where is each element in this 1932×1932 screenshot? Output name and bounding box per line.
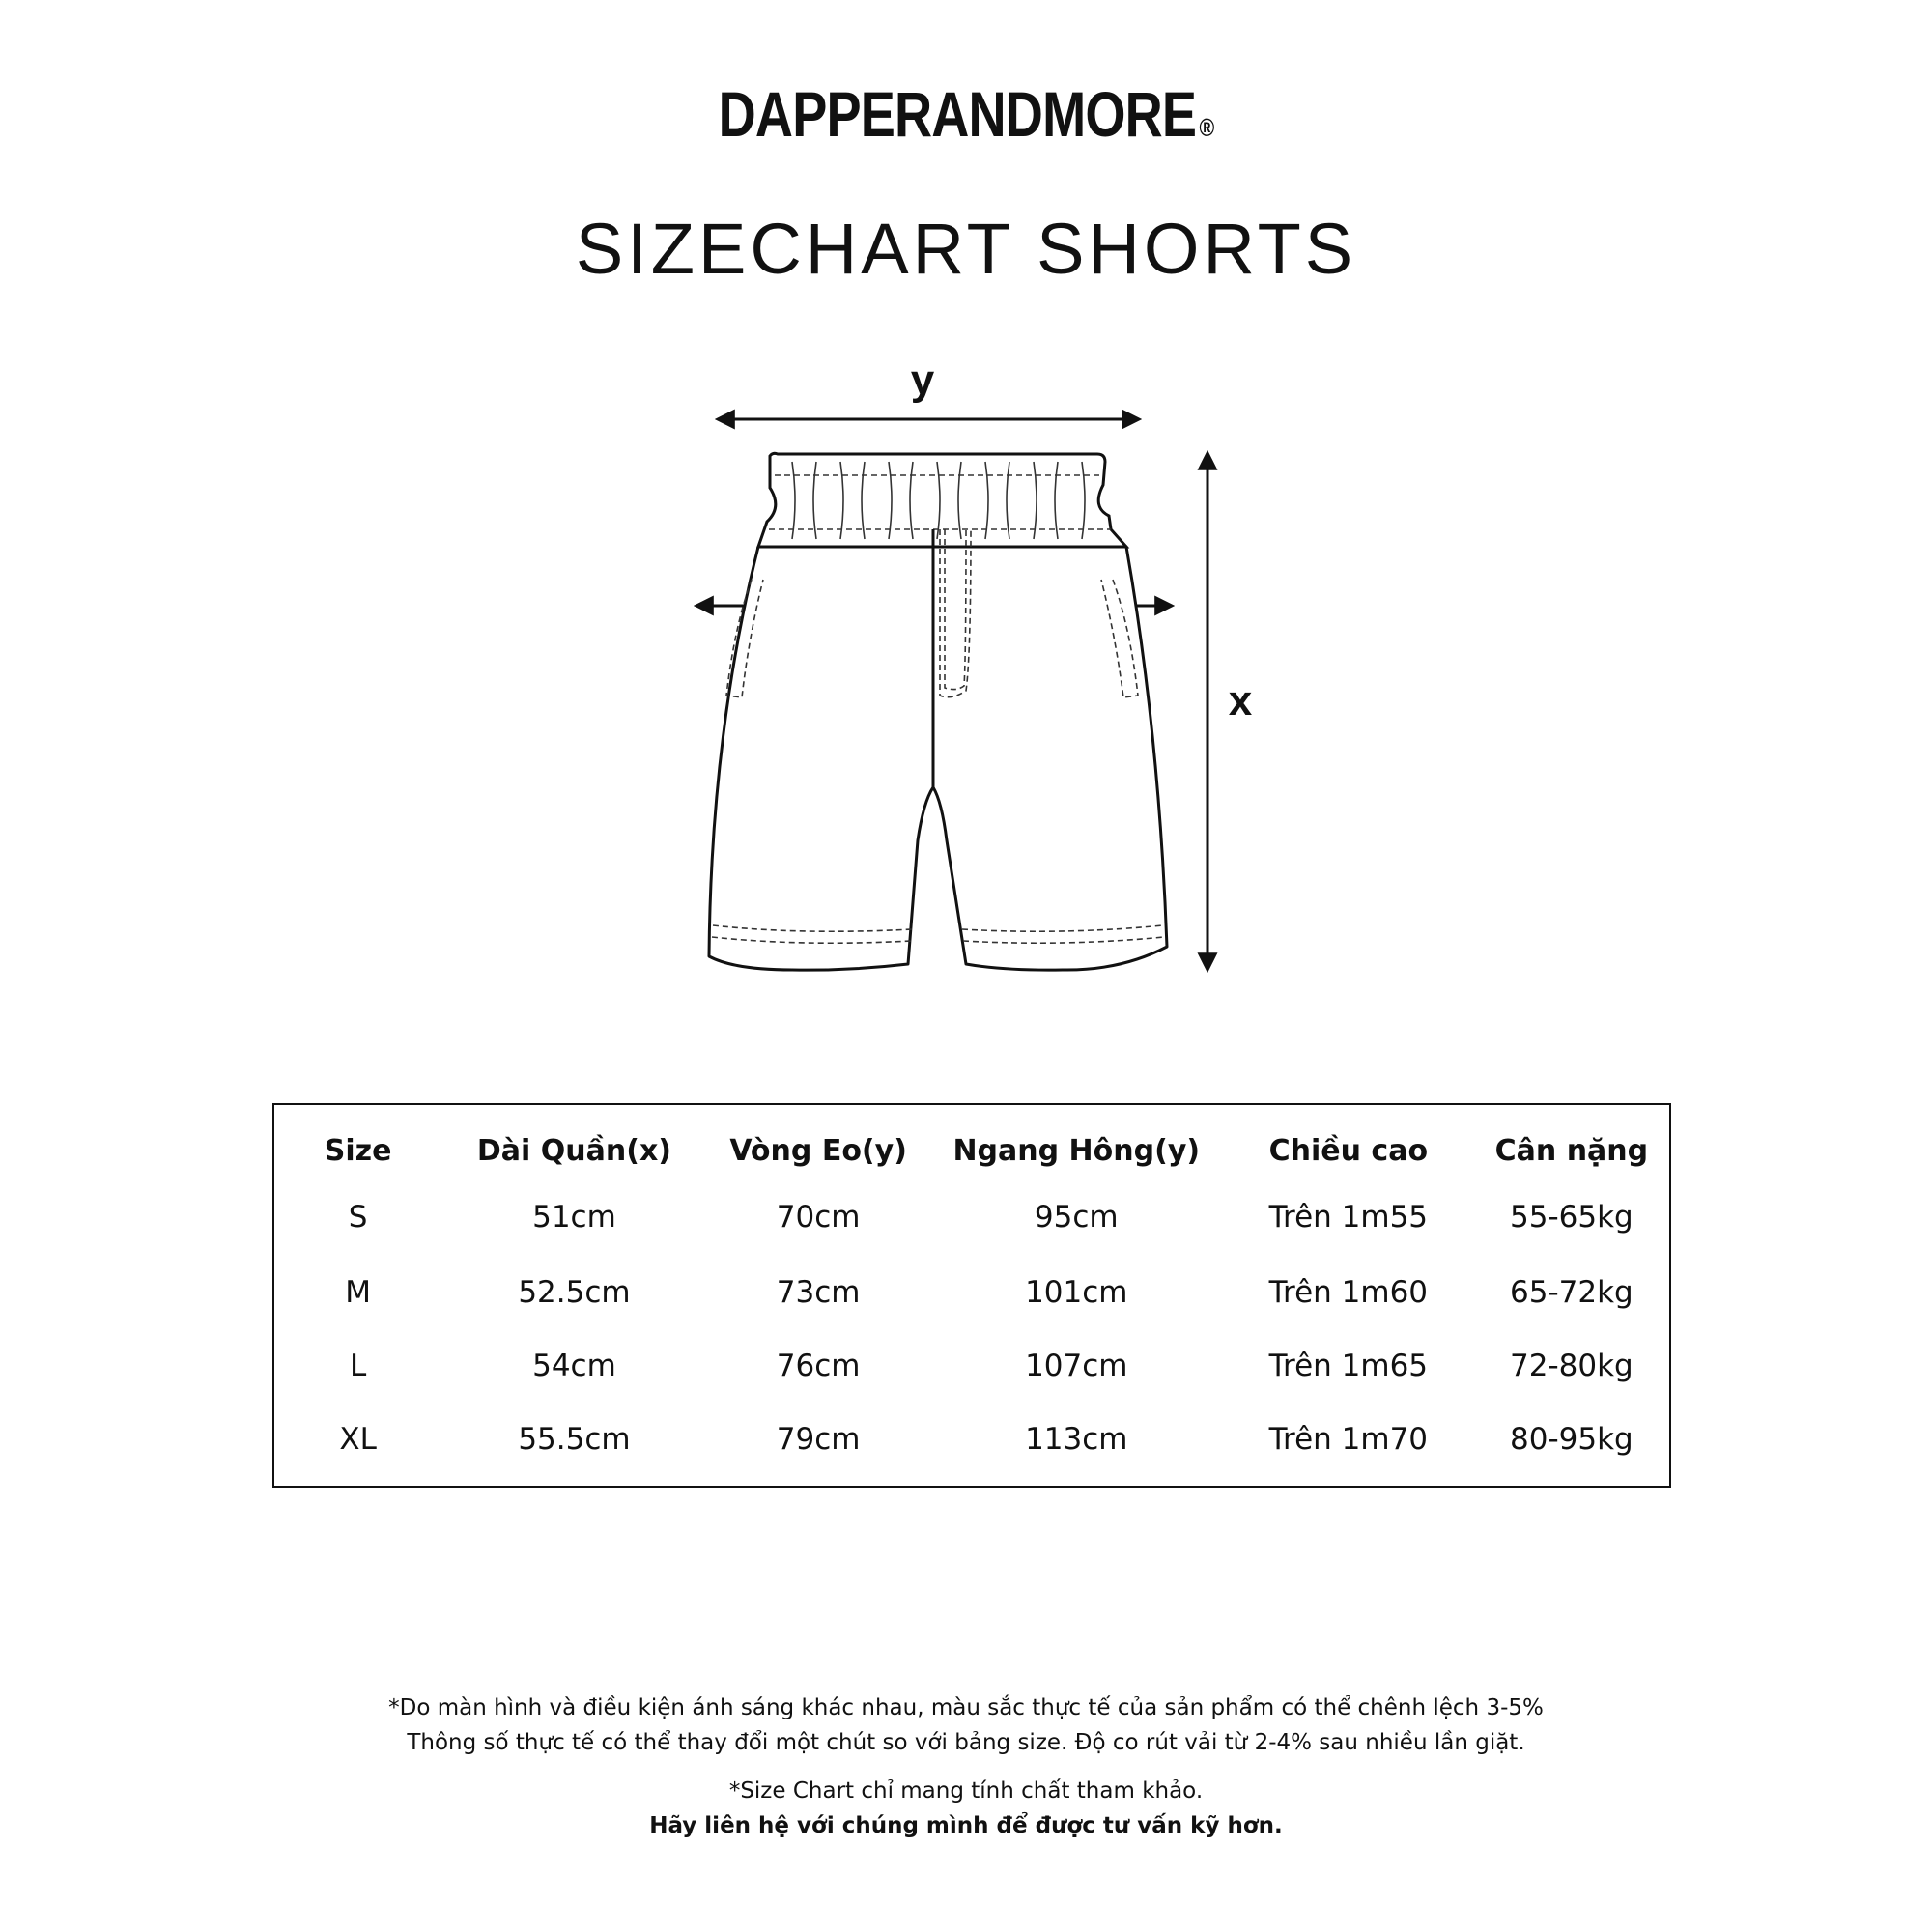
cell-waist: 73cm	[776, 1275, 861, 1310]
note-reference-only: *Size Chart chỉ mang tính chất tham khảo.	[728, 1778, 1204, 1804]
header-weight: Cân nặng	[1494, 1133, 1649, 1168]
cell-length: 54cm	[532, 1349, 616, 1383]
cell-hip: 107cm	[1025, 1349, 1128, 1383]
cell-hip: 95cm	[1034, 1200, 1119, 1235]
table-row	[274, 1256, 1669, 1329]
table-row	[274, 1329, 1669, 1403]
cell-length: 55.5cm	[518, 1422, 631, 1457]
label-x: x	[1228, 677, 1253, 724]
cell-length: 51cm	[532, 1200, 616, 1235]
cell-waist: 79cm	[776, 1422, 861, 1457]
table-row	[274, 1403, 1669, 1476]
cell-height: Trên 1m70	[1268, 1422, 1429, 1457]
cell-size: XL	[339, 1422, 377, 1457]
note-color-disclaimer: *Do màn hình và điều kiện ánh sáng khác nhau, màu sắc thực tế của sản phẩm có thể chênh lệch 3-5%	[388, 1695, 1544, 1720]
cell-hip: 101cm	[1025, 1275, 1128, 1310]
cell-weight: 65-72kg	[1510, 1275, 1634, 1310]
cell-size: S	[348, 1200, 368, 1235]
cell-height: Trên 1m65	[1268, 1349, 1429, 1383]
header-length: Dài Quần(x)	[476, 1133, 671, 1168]
cell-size: M	[345, 1275, 371, 1310]
cell-waist: 70cm	[776, 1200, 861, 1235]
cell-waist: 76cm	[776, 1349, 861, 1383]
registered-mark: ®	[1199, 113, 1214, 142]
cell-height: Trên 1m60	[1268, 1275, 1429, 1310]
cell-length: 52.5cm	[518, 1275, 631, 1310]
shorts-outline	[709, 536, 1167, 970]
note-contact: Hãy liên hệ với chúng mình để được tư vấn kỹ hơn.	[649, 1813, 1283, 1838]
page-title: SIZECHART SHORTS	[575, 209, 1357, 289]
cell-size: L	[349, 1349, 367, 1383]
brand-name: DAPPERANDMORE	[718, 78, 1197, 150]
cell-weight: 72-80kg	[1510, 1349, 1634, 1383]
header-height: Chiều cao	[1268, 1133, 1429, 1168]
label-y: y	[910, 356, 935, 404]
table-row	[274, 1179, 1669, 1256]
cell-weight: 55-65kg	[1510, 1200, 1634, 1235]
header-waist: Vòng Eo(y)	[729, 1133, 907, 1168]
header-hip: Ngang Hông(y)	[952, 1133, 1201, 1168]
footnotes	[0, 1690, 1932, 1843]
cell-hip: 113cm	[1025, 1422, 1128, 1457]
table-header-row	[274, 1122, 1669, 1179]
cell-height: Trên 1m55	[1268, 1200, 1429, 1235]
size-table	[274, 1122, 1669, 1476]
size-table-frame	[272, 1103, 1671, 1488]
header-size: Size	[324, 1133, 392, 1168]
note-shrinkage: Thông số thực tế có thể thay đổi một chút so với bảng size. Độ co rút vải từ 2-4% sau nhiều lần giặt.	[407, 1730, 1525, 1755]
cell-weight: 80-95kg	[1510, 1422, 1634, 1457]
